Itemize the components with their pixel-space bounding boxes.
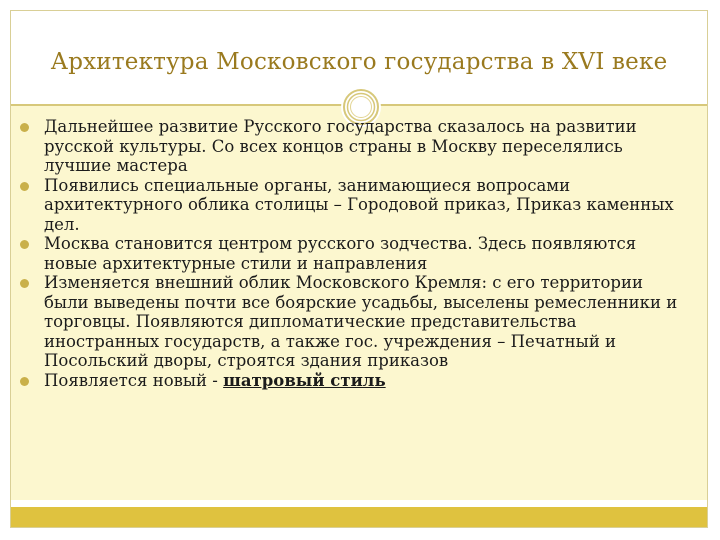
bullet-icon: [20, 182, 29, 191]
bullet-text-prefix: Появляется новый -: [44, 370, 224, 390]
list-item: [14, 273, 690, 371]
emphasized-term: шатровый стиль: [223, 370, 386, 390]
bullet-icon: [20, 240, 29, 249]
bullet-list: [14, 117, 690, 390]
bullet-text: Москва становится центром русского зодчества. Здесь появляются новые архитектурные стили и направления: [44, 234, 637, 273]
list-item: [14, 117, 690, 176]
bullet-text: Дальнейшее развитие Русского государства сказалось на развитии русской культуры. Со всех концов страны в Москву переселялись лучшие мастера: [44, 117, 637, 175]
bullet-text: Появились специальные органы, занимающиеся вопросами архитектурного облика столицы – Городовой приказ, Приказ каменных дел.: [44, 175, 674, 234]
slide-title: Архитектура Московского государства в XVI веке: [50, 49, 668, 75]
list-item: [14, 371, 690, 391]
bullet-icon: [20, 377, 29, 386]
bullet-icon: [20, 123, 29, 132]
list-item: [14, 234, 690, 273]
bottom-accent-bar: [11, 507, 707, 527]
list-item: [14, 176, 690, 235]
bullet-text: Изменяется внешний облик Московского Кремля: с его территории были выведены почти все боярские усадьбы, выселены ремесленники и торговцы. Появляются дипломатические представительства иностранных государств, а также гос. учреждения – Печатный и Посольский дворы, строятся здания приказов: [44, 273, 678, 370]
bullet-icon: [20, 279, 29, 288]
